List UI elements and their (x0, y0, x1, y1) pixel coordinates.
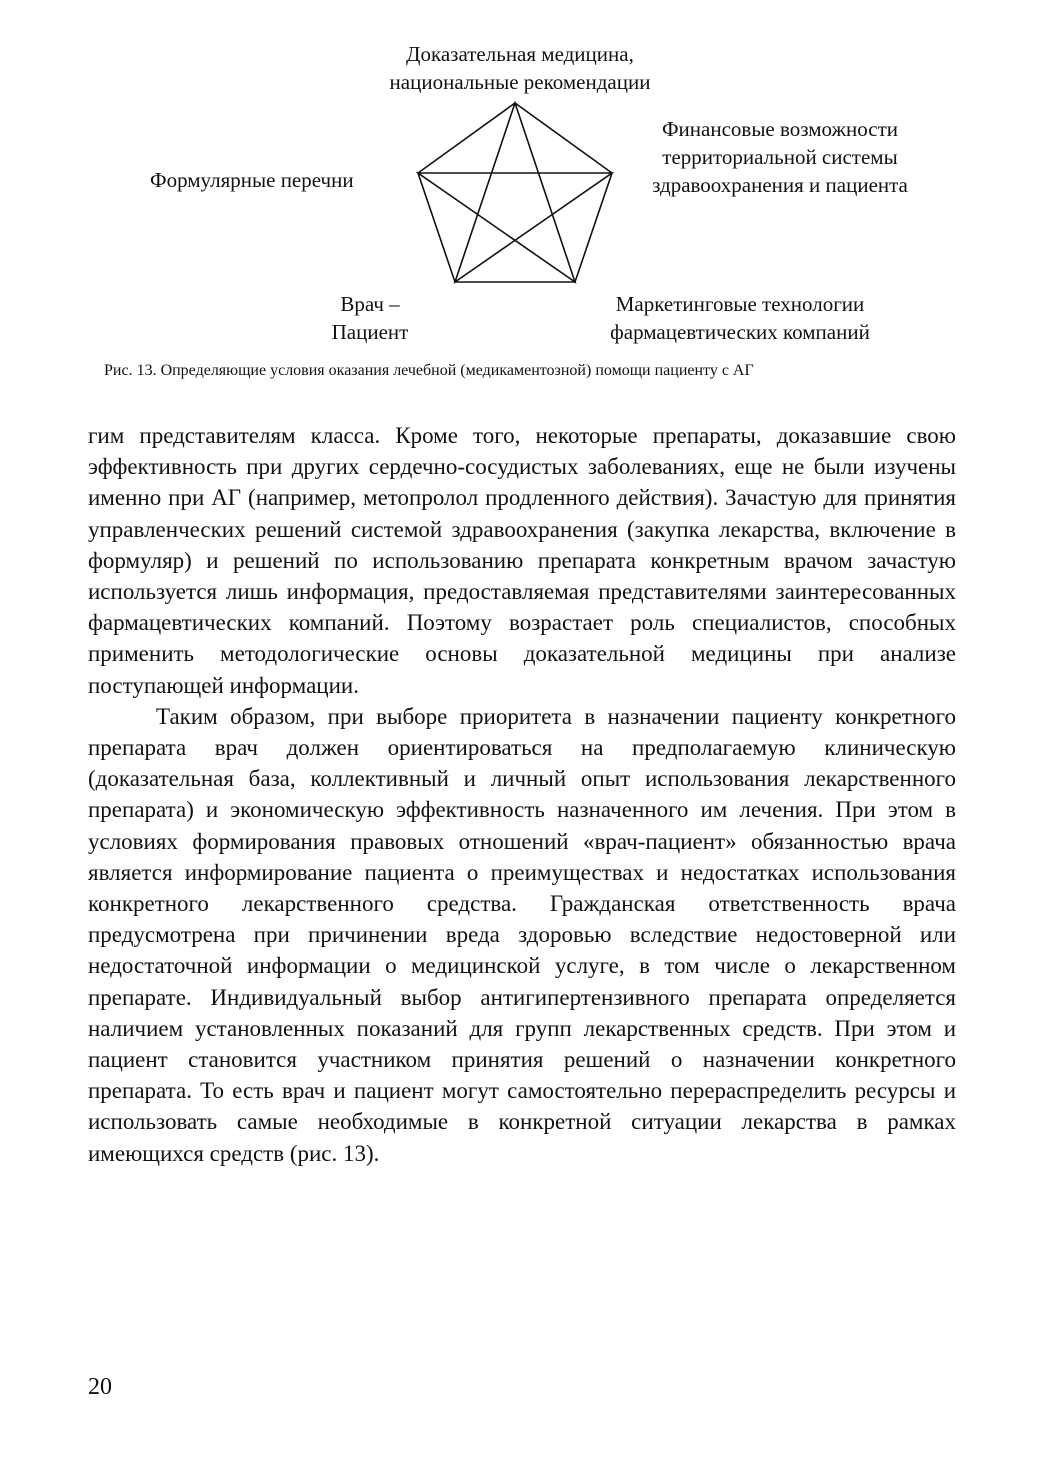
figure-caption: Рис. 13. Определяющие условия оказания лечебной (медикаментозной) помощи пациенту с АГ (104, 362, 754, 379)
paragraph: гим представителям класса. Кроме того, некоторые препараты, доказавшие свою эффективность при других сердечно-сосудистых заболеваниях, еще не были изучены именно при АГ (например, метопролол продленного действия). Зачастую для принятия управленческих решений системой здравоохранения (закупка лекарства, включение в формуляр) и решений по использованию препарата конкретным врачом зачастую используется лишь информация, предоставляемая представителями заинтересованных фармацевтических компаний. Поэтому возрастает роль специалистов, способных применить методологические основы доказательной медицины при анализе поступающей информации. (88, 423, 956, 698)
label-line: Формулярные перечни (150, 168, 354, 192)
label-financial-capabilities (630, 115, 930, 199)
label-line: Маркетинговые технологии (615, 292, 865, 316)
pentagram-shape (400, 95, 630, 295)
label-line: национальные рекомендации (389, 70, 651, 94)
label-line: Пациент (331, 320, 409, 344)
label-doctor-patient (300, 290, 440, 346)
label-line: Доказательная медицина, (406, 42, 634, 66)
star-outline (418, 103, 612, 282)
label-line: Финансовые возможности (661, 117, 899, 141)
label-formulary-lists (150, 166, 354, 194)
label-evidence-based-medicine (300, 40, 740, 96)
label-line: фармацевтических компаний (610, 320, 870, 344)
label-line: здравоохранения и пациента (652, 173, 908, 197)
body-text (88, 420, 956, 1169)
label-line: территориальной системы (662, 145, 898, 169)
figure-pentagram-diagram (0, 0, 1039, 360)
label-line: Врач – (340, 292, 400, 316)
page-number: 20 (88, 1374, 112, 1400)
paragraph: Таким образом, при выборе приоритета в назначении пациенту конкретного препарата врач должен ориентироваться на предполагаемую клиническую (доказательная база, коллективный и личный опыт использования лекарственного препарата) и экономическую эффективность назначенного им лечения. При этом в условиях формирования правовых отношений «врач-пациент» обязанностью врача является информирование пациента о преимуществах и недостатках использования конкретного лекарственного средства. Гражданская ответственность врача предусмотрена при причинении вреда здоровью вследствие недостоверной или недостаточной информации о медицинской услуге, в том числе о лекарственном препарате. Индивидуальный выбор антигипертензивного препарата определяется наличием установленных показаний для групп лекарственных средств. При этом и пациент становится участником принятия решений о назначении конкретного препарата. То есть врач и пациент могут самостоятельно перераспределить ресурсы и использовать самые необходимые в конкретной ситуации лекарства в рамках имеющихся средств (рис. 13). (88, 703, 956, 1166)
label-marketing-technologies (580, 290, 900, 346)
